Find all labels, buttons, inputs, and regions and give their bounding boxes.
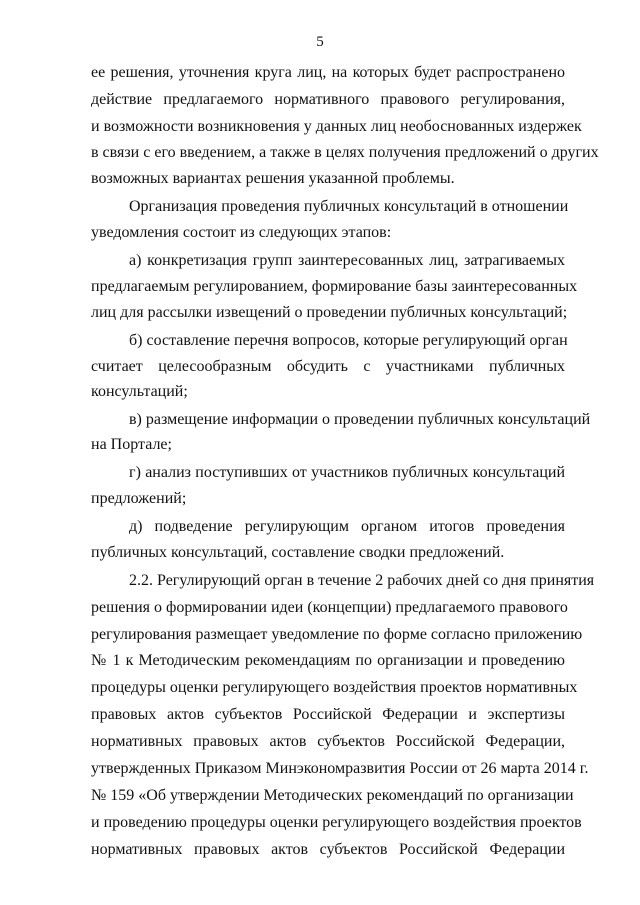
text-line: уведомления состоит из следующих этапов: [91,224,392,241]
text-line: № 1 к Методическим рекомендациям по организации и проведению [91,652,565,669]
text-line: действие предлагаемого нормативного правового регулирования, [91,91,565,108]
text-line: предложений; [91,490,187,507]
page-number: 5 [316,34,324,50]
text-line: предлагаемым регулированием, формирование базы заинтересованных [91,278,578,295]
text-line: лиц для рассылки извещений о проведении публичных консультаций; [91,304,568,321]
text-line: нормативных правовых актов субъектов Российской Федерации [91,841,565,858]
text-line: ее решения, уточнения круга лиц, на которых будет распространено [91,64,565,81]
text-line: 2.2. Регулирующий орган в течение 2 рабочих дней со дня принятия [129,572,595,589]
text-line: утвержденных Приказом Минэкономразвития России от 26 марта 2014 г. [91,760,589,777]
text-line: № 159 «Об утверждении Методических рекомендаций по организации [91,787,574,804]
text-line: в) размещение информации о проведении публичных консультаций [129,411,591,428]
text-line: решения о формировании идеи (концепции) предлагаемого правового [91,599,568,616]
text-line: считает целесообразным обсудить с участниками публичных [91,358,565,375]
text-line: Организация проведения публичных консультаций в отношении [129,198,569,215]
text-line: д) подведение регулирующим органом итогов проведения [129,518,565,535]
text-line: и проведению процедуры оценки регулирующего воздействия проектов [91,814,582,831]
text-line: возможных вариантах решения указанной проблемы. [91,170,455,187]
text-line: публичных консультаций, составление сводки предложений. [91,544,505,561]
text-line: а) конкретизация групп заинтересованных лиц, затрагиваемых [129,252,565,269]
text-line: регулирования размещает уведомление по форме согласно приложению [91,626,583,643]
text-line: г) анализ поступивших от участников публичных консультаций [129,464,565,481]
text-line: консультаций; [91,383,188,400]
text-line: правовых актов субъектов Российской Федерации и экспертизы [91,706,565,723]
text-line: на Портале; [91,436,172,453]
text-line: нормативных правовых актов субъектов Российской Федерации, [91,733,565,750]
text-line: б) составление перечня вопросов, которые регулирующий орган [129,332,568,349]
text-line: процедуры оценки регулирующего воздействия проектов нормативных [91,679,578,696]
text-line: в связи с его введением, а также в целях получения предложений о других [91,144,599,161]
text-line: и возможности возникновения у данных лиц необоснованных издержек [91,118,582,135]
